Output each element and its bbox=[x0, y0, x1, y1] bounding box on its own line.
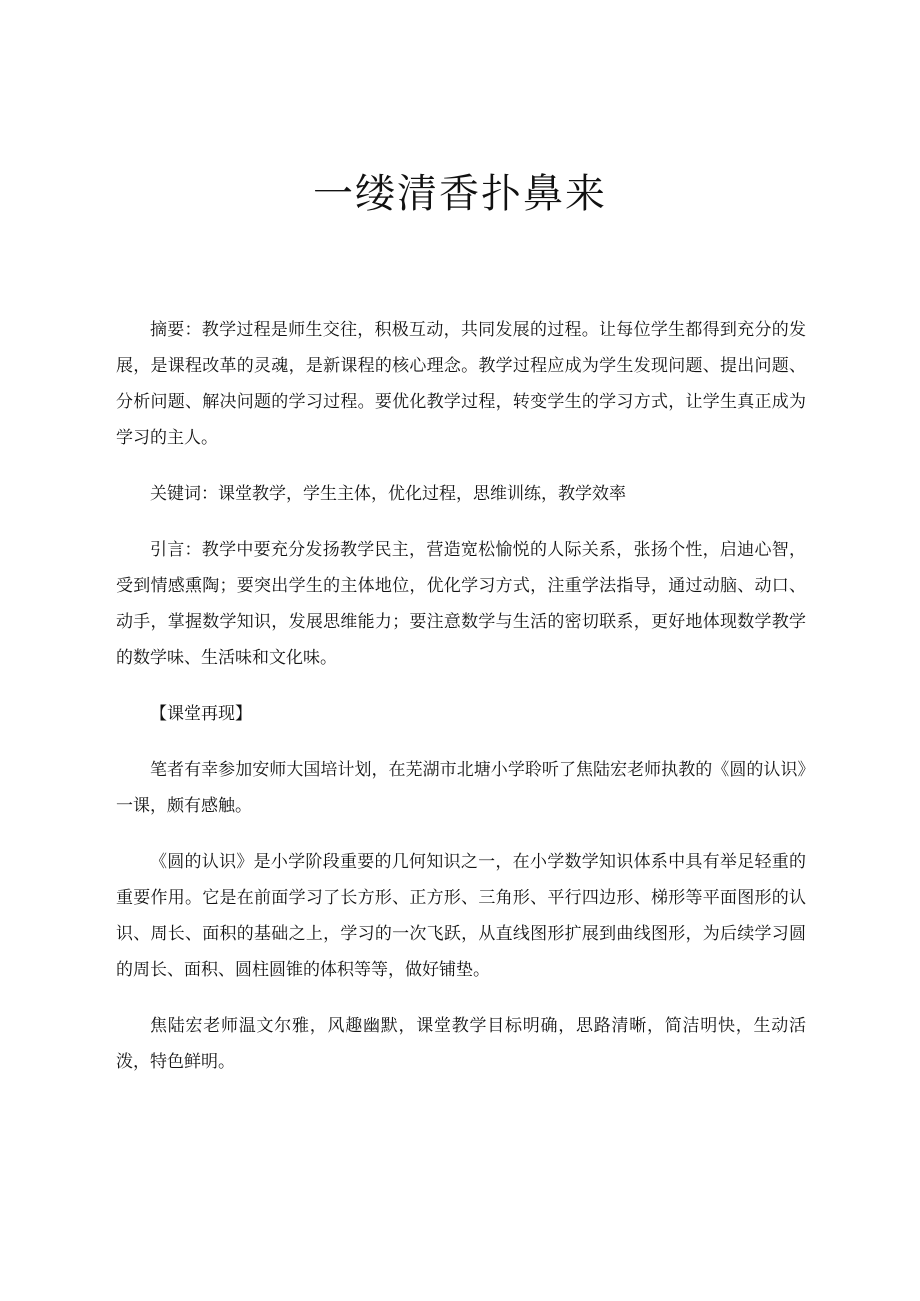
document-title: 一缕清香扑鼻来 bbox=[313, 171, 607, 217]
body-paragraph: 焦陆宏老师温文尔雅，风趣幽默，课堂教学目标明确，思路清晰，简洁明快，生动活泼，特色鲜明。 bbox=[116, 1016, 806, 1072]
body-paragraph: 笔者有幸参加安师大国培计划，在芜湖市北塘小学聆听了焦陆宏老师执教的《圆的认识》一课，颇有感触。 bbox=[116, 760, 806, 816]
body-paragraph: 《圆的认识》是小学阶段重要的几何知识之一，在小学数学知识体系中具有举足轻重的重要作用。它是在前面学习了长方形、正方形、三角形、平行四边形、梯形等平面图形的认识、周长、面积的基础之上，学习的一次飞跃，从直线图形扩展到曲线图形，为后续学习圆的周长、面积、圆柱圆锥的体积等等，做好铺垫。 bbox=[116, 852, 806, 980]
abstract-paragraph: 摘要：教学过程是师生交往，积极互动，共同发展的过程。让每位学生都得到充分的发展，是课程改革的灵魂，是新课程的核心理念。教学过程应成为学生发现问题、提出问题、分析问题、解决问题的学习过程。要优化教学过程，转变学生的学习方式，让学生真正成为学习的主人。 bbox=[116, 320, 806, 448]
section-heading: 【课堂再现】 bbox=[150, 704, 252, 724]
keywords-paragraph: 关键词：课堂教学，学生主体，优化过程，思维训练，教学效率 bbox=[150, 484, 626, 504]
introduction-paragraph: 引言：教学中要充分发扬教学民主，营造宽松愉悦的人际关系，张扬个性，启迪心智，受到情感熏陶；要突出学生的主体地位，优化学习方式，注重学法指导，通过动脑、动口、动手，掌握数学知识，发展思维能力；要注意数学与生活的密切联系，更好地体现数学教学的数学味、生活味和文化味。 bbox=[116, 540, 806, 668]
document-body bbox=[116, 312, 806, 1080]
